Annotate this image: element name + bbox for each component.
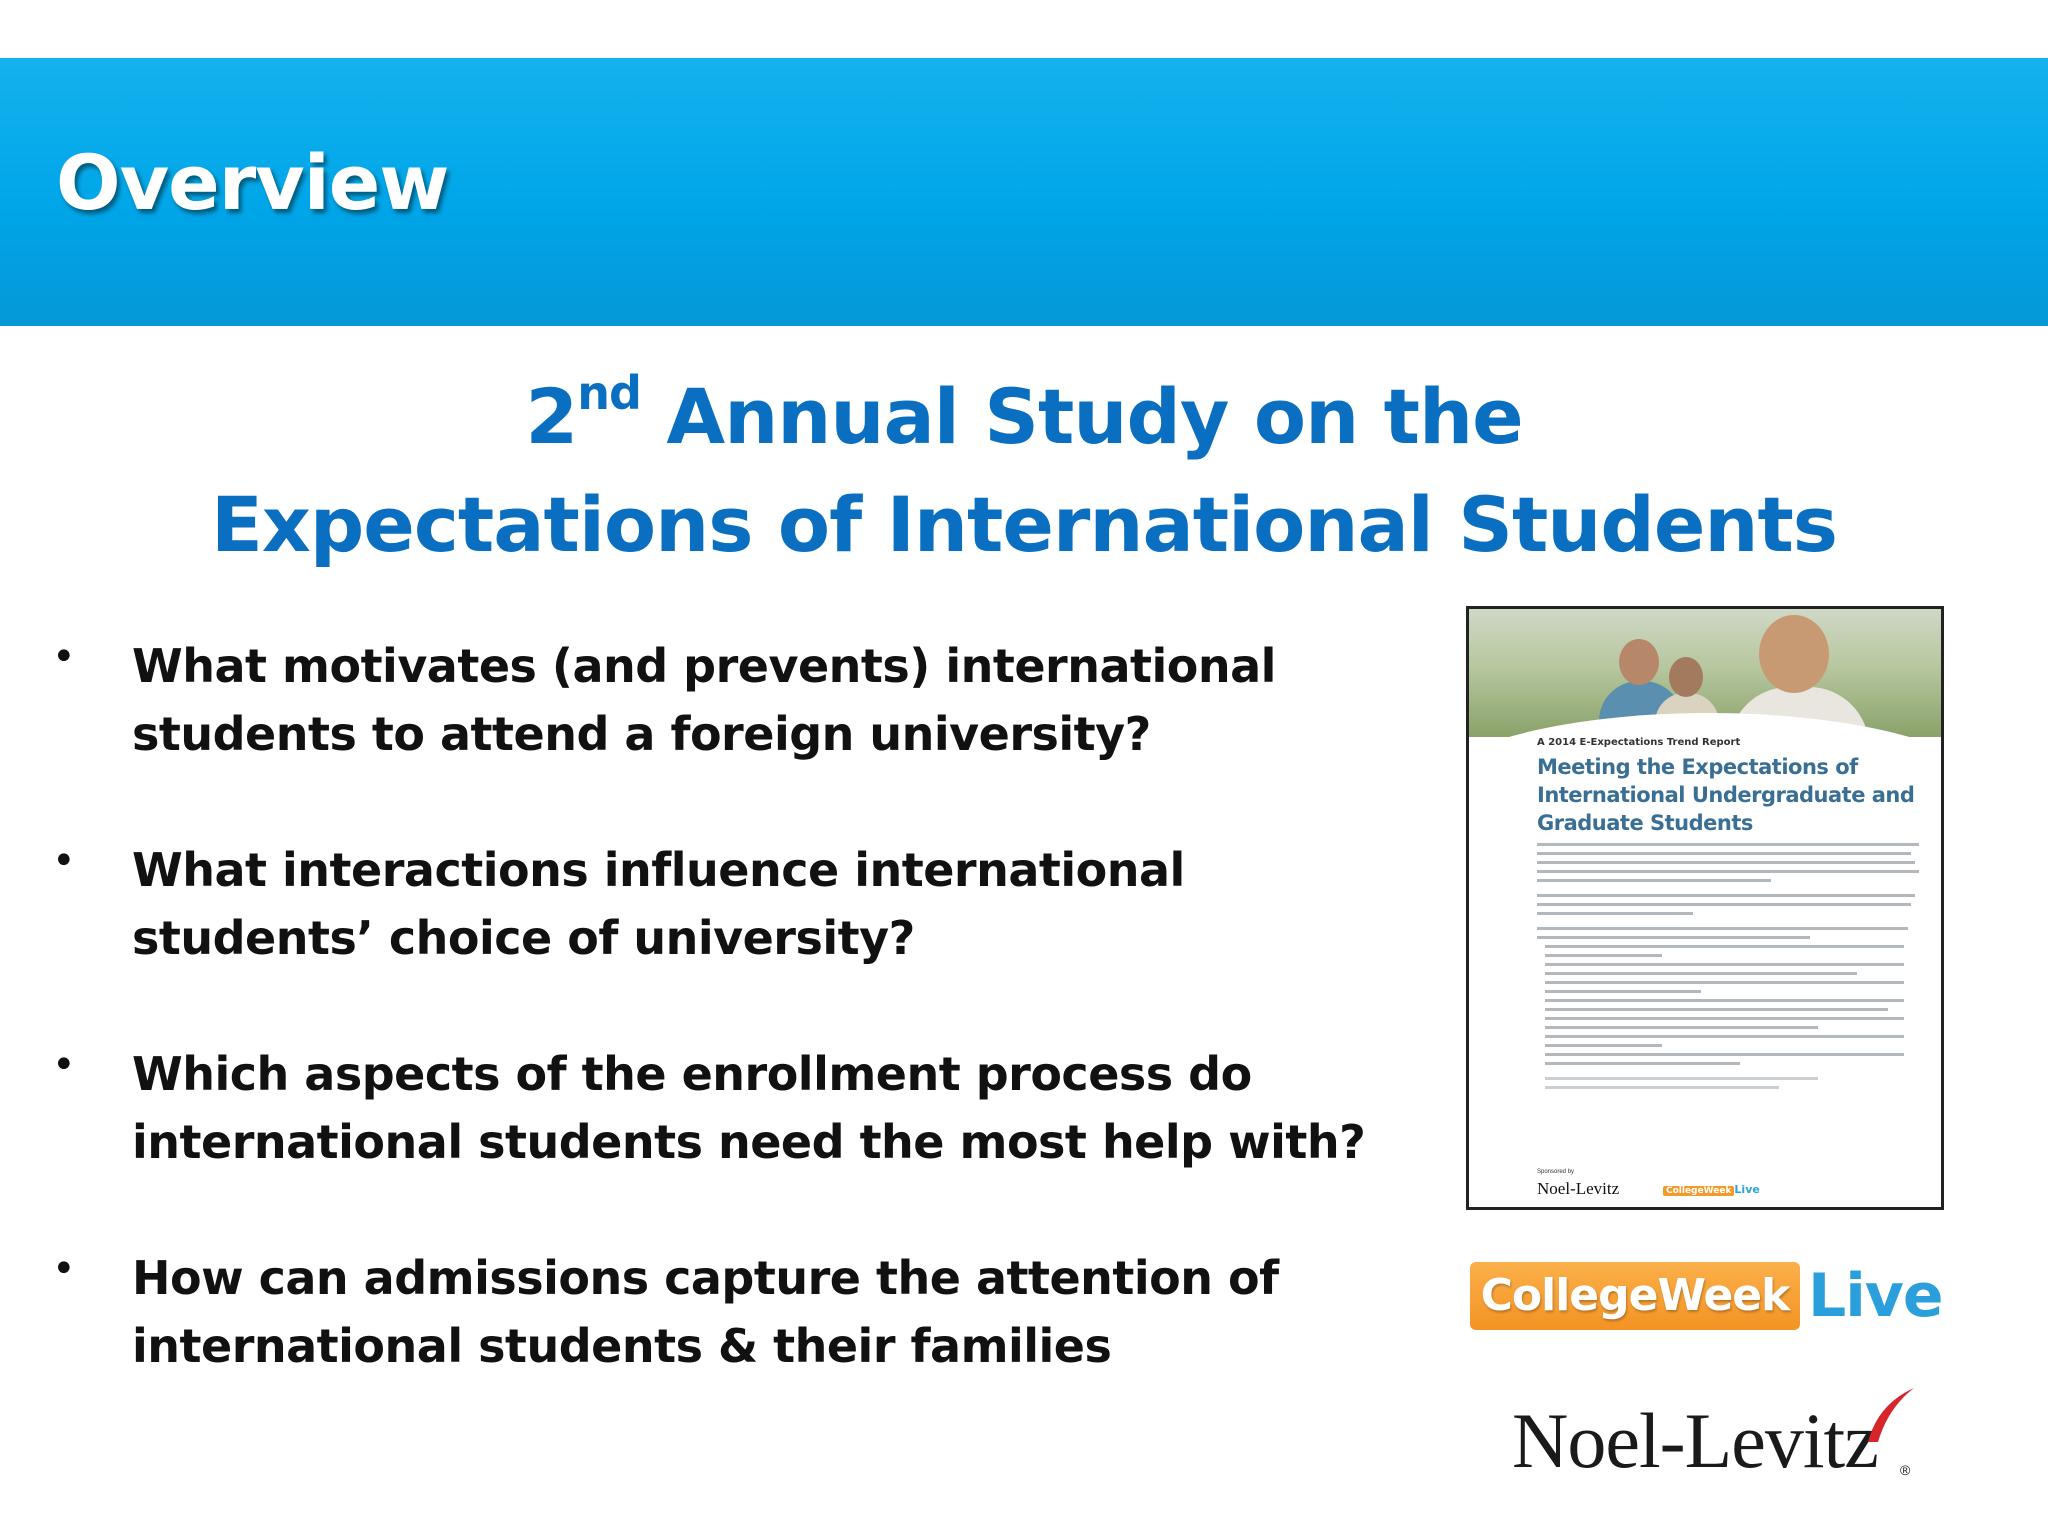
noel-levitz-logo: Noel-Levitz [1512, 1397, 1878, 1484]
bullet-item [50, 632, 1430, 836]
noel-levitz-swoosh-icon [1848, 1384, 1918, 1444]
bullet-text: What interactions influence international students’ choice of university? [132, 843, 1185, 965]
report-kicker: A 2014 E-Expectations Trend Report [1537, 737, 1741, 748]
subtitle-line-1-text: Annual Study on the [640, 372, 1523, 461]
bullet-text: How can admissions capture the attention of international students & their families [132, 1251, 1279, 1373]
report-noel-levitz-mark: Noel-Levitz [1537, 1179, 1620, 1198]
collegeweeklive-logo-part1: CollegeWeek [1470, 1262, 1800, 1330]
report-cover-thumbnail [1466, 606, 1944, 1210]
report-body-text [1537, 843, 1927, 1095]
bullet-text: What motivates (and prevents) international students to attend a foreign university? [132, 639, 1276, 761]
bullet-dot-icon: • [52, 838, 76, 884]
bullet-text: Which aspects of the enrollment process do international students need the most help with? [132, 1047, 1366, 1169]
report-footer [1537, 1169, 1917, 1203]
registered-mark: ® [1900, 1462, 1911, 1478]
subtitle-line-1 [0, 366, 2048, 461]
bullet-dot-icon: • [52, 634, 76, 680]
subtitle-ordinal-suffix: nd [577, 366, 641, 420]
bullet-dot-icon: • [52, 1246, 76, 1292]
slide-title: Overview [56, 138, 449, 227]
subtitle-ordinal-number: 2 [525, 372, 578, 461]
bullet-dot-icon: • [52, 1042, 76, 1088]
bullet-item [50, 1040, 1430, 1244]
report-title: Meeting the Expectations of International Undergraduate and Graduate Students [1537, 755, 1915, 835]
subtitle-line-2: Expectations of International Students [210, 480, 1838, 569]
report-sponsor-label: Sponsored by [1537, 1169, 1575, 1175]
report-collegeweeklive-mark: CollegeWeek Live [1663, 1183, 1760, 1196]
collegeweeklive-logo-part2: Live [1808, 1261, 1943, 1331]
bullet-item [50, 836, 1430, 1040]
bullet-list [50, 632, 1430, 1448]
bullet-item [50, 1244, 1430, 1448]
